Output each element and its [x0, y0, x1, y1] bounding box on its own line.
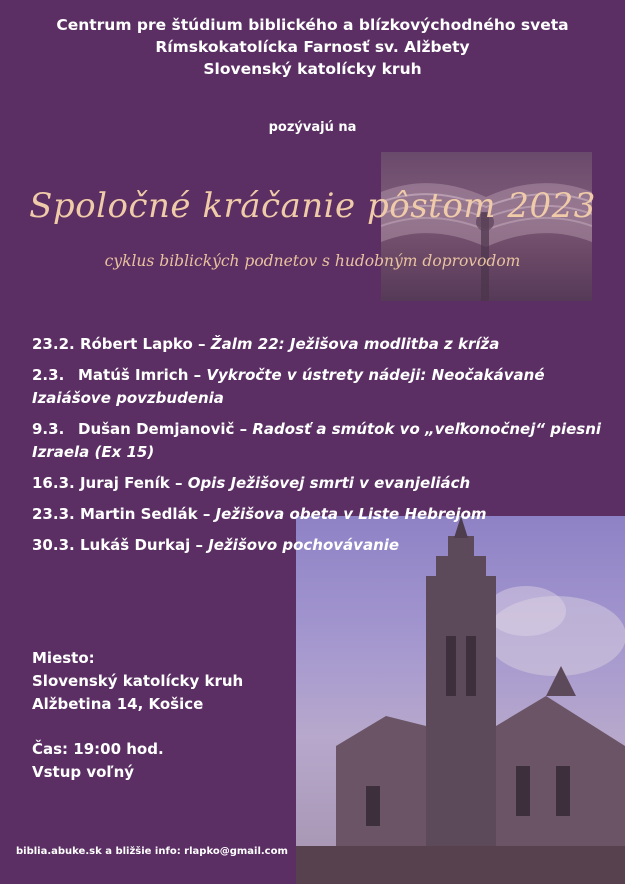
- lecture-dash: –: [202, 505, 211, 523]
- lecture-speaker: Juraj Feník: [79, 474, 170, 492]
- lecture-speaker: Róbert Lapko: [79, 335, 193, 353]
- lecture-list: [32, 333, 602, 565]
- lecture-speaker: Dušan Demjanovič: [78, 420, 235, 438]
- organizer-line-1: Centrum pre štúdium biblického a blízkovýchodného sveta: [56, 16, 569, 34]
- lecture-dash: –: [195, 536, 203, 554]
- organizer-line-2: Rímskokatolícka Farnosť sv. Alžbety: [155, 38, 470, 56]
- lecture-date: 23.3.: [32, 505, 75, 523]
- lecture-item: [32, 503, 602, 526]
- lecture-item: [32, 364, 602, 410]
- lecture-topic: Opis Ježišovej smrti v evanjeliách: [187, 474, 471, 492]
- event-subtitle: cyklus biblických podnetov s hudobným doprovodom: [104, 252, 521, 270]
- lecture-date: 2.3.: [32, 366, 65, 384]
- lecture-dash: –: [193, 366, 202, 384]
- footer-contact: biblia.abuke.sk a bližšie info: rlapko@gmail.com: [16, 846, 288, 857]
- lecture-dash: –: [198, 335, 206, 353]
- lecture-topic: Vykročte v ústrety nádeji: Neočakávané Izaiášove povzbudenia: [32, 366, 545, 407]
- lecture-topic: Radosť a smútok vo „veľkonočnej“ piesni Izraela (Ex 15): [32, 420, 602, 461]
- entry-info: Vstup voľný: [32, 763, 135, 781]
- cathedral-photo: [296, 516, 625, 884]
- lecture-date: 23.2.: [32, 335, 75, 353]
- lecture-topic: Žalm 22: Ježišova modlitba z kríža: [210, 335, 500, 353]
- lecture-dash: –: [239, 420, 248, 438]
- organizer-line-3: Slovenský katolícky kruh: [203, 60, 422, 78]
- invite-text: pozývajú na: [268, 120, 357, 135]
- lecture-date: 16.3.: [32, 474, 75, 492]
- lecture-topic: Ježišova obeta v Liste Hebrejom: [215, 505, 487, 523]
- lecture-speaker: Matúš Imrich: [78, 366, 189, 384]
- event-title: Spoločné kráčanie pôstom 2023: [29, 186, 596, 226]
- lecture-date: 9.3.: [32, 420, 65, 438]
- event-time: Čas: 19:00 hod.: [32, 740, 164, 758]
- lecture-dash: –: [174, 474, 183, 492]
- lecture-speaker: Lukáš Durkaj: [79, 536, 191, 554]
- open-book-image: [381, 152, 592, 301]
- location-block: [32, 647, 243, 716]
- lecture-speaker: Martin Sedlák: [79, 505, 198, 523]
- lecture-topic: Ježišovo pochovávanie: [208, 536, 400, 554]
- location-venue: Slovenský katolícky kruh: [32, 672, 244, 690]
- lecture-item: [32, 534, 602, 557]
- location-address: Alžbetina 14, Košice: [32, 695, 204, 713]
- time-block: [32, 738, 164, 784]
- lecture-item: [32, 333, 602, 356]
- location-label: Miesto:: [32, 649, 95, 667]
- lecture-date: 30.3.: [32, 536, 75, 554]
- lecture-item: [32, 418, 602, 464]
- lecture-item: [32, 472, 602, 495]
